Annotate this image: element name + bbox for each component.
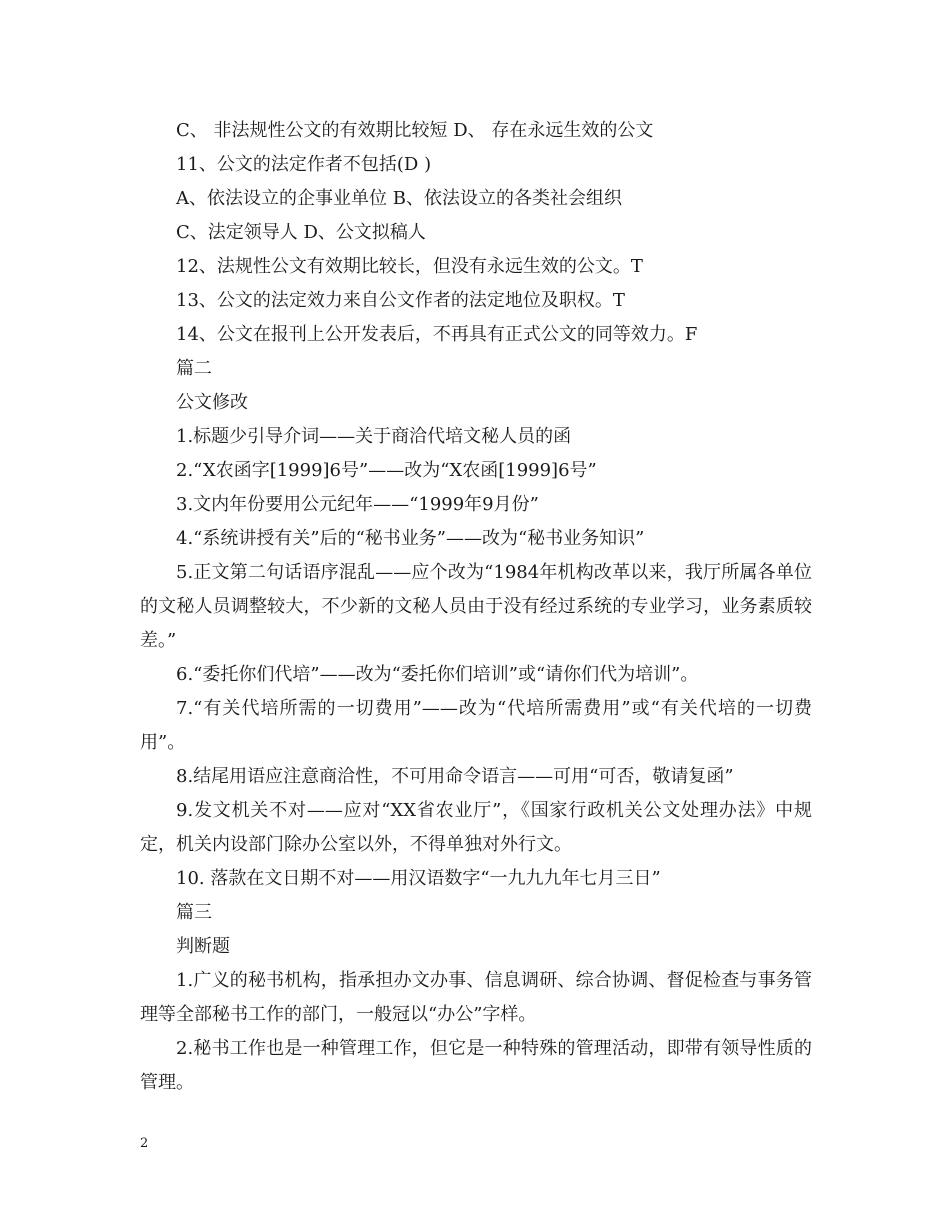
revision-item-7: 7.“有关代培所需的一切费用”——改为“代培所需费用”或“有关代培的一切费用”。 [140,698,812,753]
revision-item-9: 9.发文机关不对——应对“XX省农业厅”，《国家行政机关公文处理办法》中规定，机关内设部门除办公室以外，不得单独对外行文。 [140,800,812,855]
judgment-item-1: 1.广义的秘书机构，指承担办文办事、信息调研、综合协调、督促检查与事务管理等全部秘书工作的部门，一般冠以“办公”字样。 [140,970,812,1025]
paragraph-question-12: 12、法规性公文有效期比较长，但没有永远生效的公文。T [176,256,643,277]
paragraph-question-14: 14、公文在报刊上公开发表后，不再具有正式公文的同等效力。F [176,324,698,345]
revision-item-3: 3.文内年份要用公元纪年——“1999年9月份” [176,494,539,515]
revision-item-2: 2.“X农函字[1999]6号”——改为“X农函[1999]6号” [176,460,597,481]
section-subtitle-revision: 公文修改 [176,392,248,413]
revision-item-6: 6.“委托你们代培”——改为“委托你们培训”或“请你们代为培训”。 [176,664,699,685]
paragraph-option-c-d-2: C、法定领导人 D、公文拟稿人 [176,222,426,243]
paragraph-option-a-b: A、依法设立的企事业单位 B、依法设立的各类社会组织 [176,188,622,209]
revision-item-8: 8.结尾用语应注意商洽性，不可用命令语言——可用“可否，敬请复函” [176,766,734,787]
judgment-item-2: 2.秘书工作也是一种管理工作，但它是一种特殊的管理活动，即带有领导性质的管理。 [140,1038,812,1093]
revision-item-4: 4.“系统讲授有关”后的“秘书业务”——改为“秘书业务知识” [176,528,645,549]
revision-item-5: 5.正文第二句话语序混乱——应个改为“1984年机构改革以来，我厅所属各单位的文秘人员调整较大，不少新的文秘人员由于没有经过系统的专业学习，业务素质较差。” [140,562,812,651]
section-subtitle-true-false: 判断题 [176,936,230,957]
paragraph-question-11: 11、公文的法定作者不包括(D ) [176,154,432,175]
page-number: 2 [140,1136,149,1151]
paragraph-question-13: 13、公文的法定效力来自公文作者的法定地位及职权。T [176,290,625,311]
section-heading-part-two: 篇二 [176,358,212,379]
revision-item-1: 1.标题少引导介词——关于商洽代培文秘人员的函 [176,426,572,447]
document-body [140,114,812,1100]
revision-item-10: 10. 落款在文日期不对——用汉语数字“一九九九年七月三日” [176,868,661,889]
section-heading-part-three: 篇三 [176,902,212,923]
paragraph-option-c-d: C、 非法规性公文的有效期比较短 D、 存在永远生效的公文 [176,120,654,141]
